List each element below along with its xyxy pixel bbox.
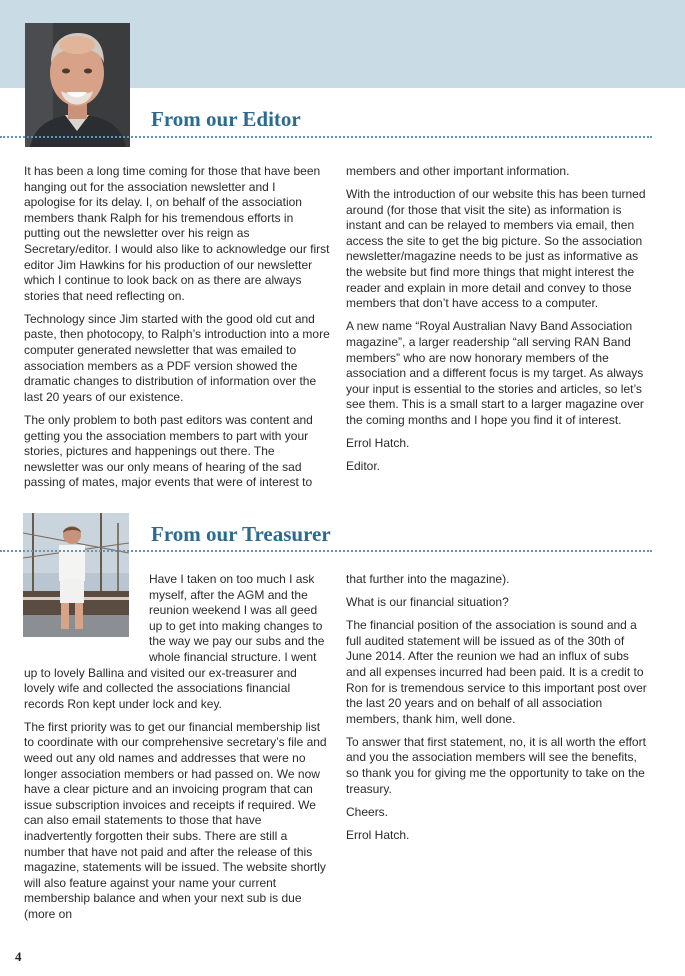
editor-paragraph: A new name “Royal Australian Navy Band Association magazine”, a larger readership “all serving RAN Band members” who are now honorary members of the association and a different focus is my target. As always your input is essential to the stories and articles, so let’s see them. This is a small start to a larger magazine over the coming months and I hope you find it of interest. bbox=[346, 319, 644, 427]
editor-paragraph: The only problem to both past editors was content and getting you the association members to part with your stories, pictures and happenings out there. The newsletter was our only means of hearing of the sad passing of mates, major events that were of interest to bbox=[24, 412, 313, 490]
treasurer-paragraph: Have I taken on too much I ask myself, after the AGM and the reunion weekend I was all geed up to get into making changes to the way we pay our subs and the whole financial structure. I went up to lovely Ballina and visited our ex-treasurer and lovely wife and collected the associations financial records Ron kept under lock and key. bbox=[24, 572, 325, 711]
editor-title: Editor. bbox=[346, 459, 381, 474]
editor-paragraph: members and other important information. bbox=[346, 164, 570, 178]
treasurer-paragraph: The financial position of the association is sound and a full audited statement will be issued as of the 30th of June 2014. After the reunion we had an influx of subs and all expenses incurred had been paid. It is a credit to Ron for is tremendous service to this important post over the last 20 years and on behalf of all association members, thank him, well done. bbox=[346, 618, 647, 726]
photo-wrap-space bbox=[24, 572, 149, 650]
treasurer-column-right bbox=[346, 572, 652, 851]
editor-dotted-divider bbox=[0, 136, 652, 138]
treasurer-paragraph: that further into the magazine). bbox=[346, 572, 510, 586]
treasurer-signature: Errol Hatch. bbox=[346, 827, 410, 842]
treasurer-column-left bbox=[24, 572, 330, 930]
editor-paragraph: With the introduction of our website this has been turned around (for those that visit the site) as information is instant and can be relayed to members via email, then access the site to get the big picture. So the association newsletter/magazine needs to be just as informative as the website but find more things that might interest the reader and explain in more detail and convey to those members that don’t have access to a computer. bbox=[346, 187, 646, 311]
editor-heading: From our Editor bbox=[151, 107, 301, 131]
editor-paragraph: It has been a long time coming for those that have been hanging out for the association newsletter and I apologise for its delay. I, on behalf of the association members thank Ralph for his tremendous efforts in putting out the newsletter over his reign as Secretary/editor. I would also like to acknowledge our first editor Jim Hawkins for his production of our newsletter which I continue to look back on as there are always stories that need reflecting on. bbox=[24, 164, 330, 303]
editor-signature: Errol Hatch. bbox=[346, 436, 410, 450]
treasurer-paragraph: To answer that first statement, no, it is all worth the effort and you the association members will see the benefits, so thank you for giving me the opportunity to take on the treasury. bbox=[346, 734, 646, 796]
editor-paragraph: Technology since Jim started with the good old cut and paste, then photocopy, to Ralph’s introduction into a more computer generated newsletter that was emailed to association members as a PDF version showed the dramatic changes to distribution of information over the last 20 years of our existence. bbox=[24, 311, 330, 404]
editor-column-right bbox=[346, 164, 652, 482]
editor-column-left bbox=[24, 164, 330, 498]
treasurer-paragraph: The first priority was to get our financial membership list to coordinate with our comprehensive secretary’s file and weed out any old names and addresses that were no longer association members or had passed on. We now have a clear picture and an invoicing program that can issue subscription invoices and receipts if required. We can also email statements to those that have inadvertently forgotten their subs. There are still a number that have not paid and after the release of this magazine, statements will be issued. The website shortly will also feature against your name your current membership balance and when your next sub is due (more on bbox=[24, 719, 327, 921]
treasurer-dotted-divider bbox=[0, 550, 652, 552]
treasurer-heading: From our Treasurer bbox=[151, 522, 331, 546]
editor-portrait-photo bbox=[25, 23, 130, 147]
page-number: 4 bbox=[15, 949, 22, 964]
editor-portrait-illustration bbox=[25, 23, 130, 147]
treasurer-question: What is our financial situation? bbox=[346, 595, 509, 610]
treasurer-closing: Cheers. bbox=[346, 804, 389, 819]
